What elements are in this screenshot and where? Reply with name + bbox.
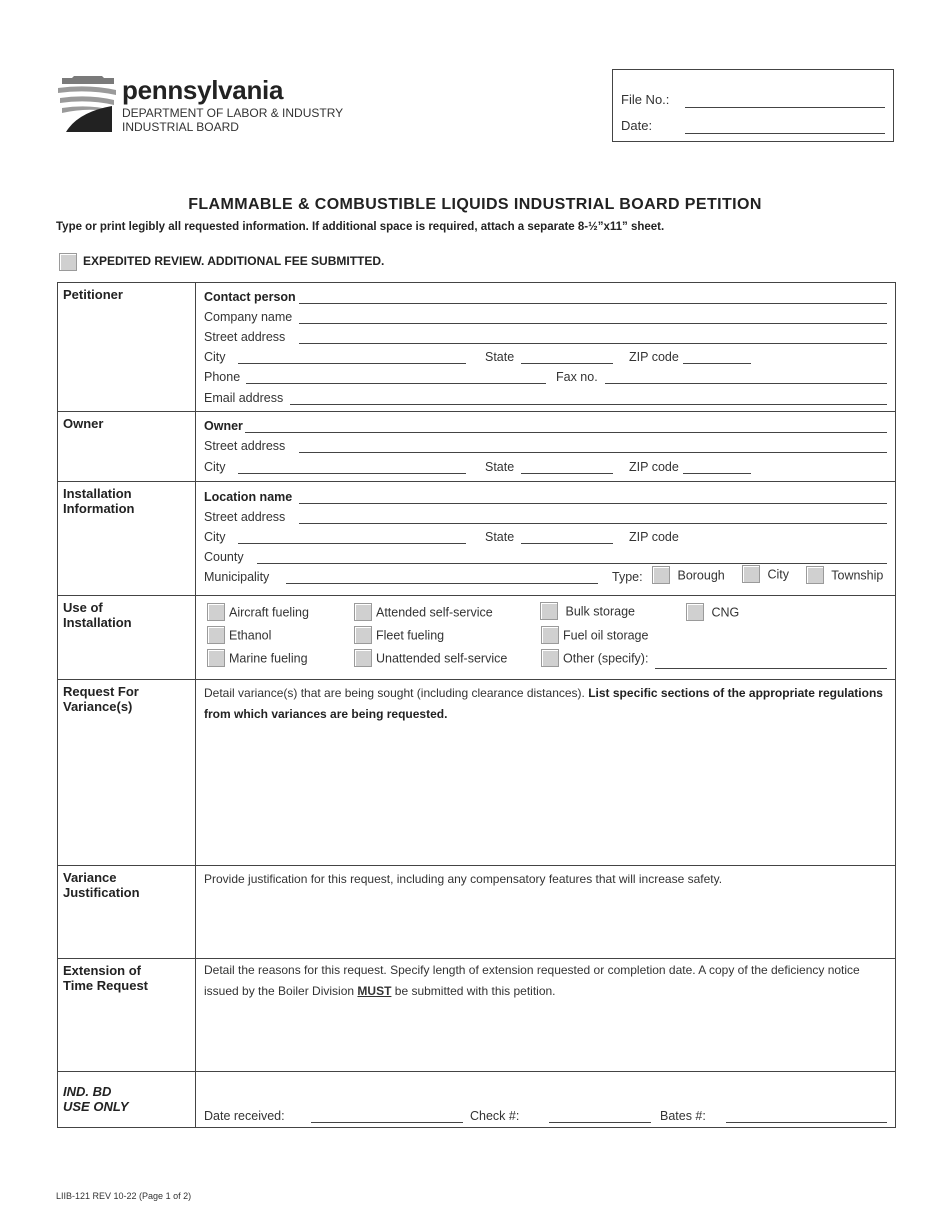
office-use-label-line-1: IND. BD (63, 1084, 112, 1099)
variance-section (58, 680, 895, 866)
petitioner-street-field[interactable] (299, 343, 887, 344)
justification-label (63, 870, 140, 900)
attended-self-service-checkbox[interactable] (354, 603, 372, 621)
installation-street-field[interactable] (299, 523, 887, 524)
type-option-township (806, 567, 883, 585)
expedited-review (59, 253, 384, 271)
justification-section (58, 866, 895, 959)
use-option-label: Ethanol (229, 628, 272, 643)
use-option-label: CNG (711, 605, 740, 620)
installation-label-line-2: Information (63, 501, 135, 516)
unattended-self-service-checkbox[interactable] (354, 649, 372, 667)
file-info-box (612, 69, 894, 142)
municipality-field[interactable] (286, 583, 598, 584)
owner-state-label: State (485, 460, 515, 474)
variance-label-line-1: Request For (63, 684, 139, 699)
city-type-checkbox[interactable] (742, 565, 760, 583)
petitioner-state-field[interactable] (521, 363, 613, 364)
phone-label: Phone (204, 370, 241, 384)
file-no-field[interactable] (685, 107, 885, 108)
use-option-label: Fleet fueling (376, 628, 445, 643)
petitioner-label: Petitioner (63, 287, 123, 302)
owner-city-field[interactable] (238, 473, 466, 474)
installation-street-label: Street address (204, 510, 286, 524)
expedited-checkbox[interactable] (59, 253, 77, 271)
use-option (207, 604, 309, 622)
city-type-label: City (767, 567, 790, 582)
date-label: Date: (621, 118, 653, 133)
borough-checkbox[interactable] (652, 566, 670, 584)
installation-zip-label: ZIP code (629, 530, 679, 544)
installation-section (58, 482, 895, 596)
municipality-label: Municipality (204, 570, 270, 584)
other-specify-field[interactable] (655, 668, 887, 669)
instructions: Type or print legibly all requested information. If additional space is required, attach a separate 8-½”x11” sheet. (56, 221, 665, 233)
use-option-label: Marine fueling (229, 651, 308, 666)
keystone-logo-icon (58, 76, 118, 134)
other-checkbox[interactable] (541, 649, 559, 667)
variance-instructions[interactable] (204, 683, 883, 725)
office-use-section (58, 1072, 895, 1127)
petitioner-city-label: City (204, 350, 226, 364)
use-label-line-2: Installation (63, 615, 132, 630)
check-number-label: Check #: (470, 1109, 520, 1123)
installation-state-label: State (485, 530, 515, 544)
owner-state-field[interactable] (521, 473, 613, 474)
use-option-label: Attended self-service (376, 605, 493, 620)
petitioner-zip-label: ZIP code (629, 350, 679, 364)
justification-label-line-2: Justification (63, 885, 140, 900)
owner-zip-label: ZIP code (629, 460, 679, 474)
owner-street-label: Street address (204, 439, 286, 453)
office-use-label-line-2: USE ONLY (63, 1099, 129, 1114)
department-line-2: INDUSTRIAL BOARD (122, 120, 239, 134)
township-checkbox[interactable] (806, 566, 824, 584)
use-option (354, 627, 444, 645)
form-footer: LIIB-121 REV 10-22 (Page 1 of 2) (56, 1191, 192, 1201)
use-option (686, 604, 739, 622)
check-number-field[interactable] (549, 1122, 651, 1123)
extension-section (58, 959, 895, 1072)
installation-city-field[interactable] (238, 543, 466, 544)
date-row (621, 118, 685, 133)
pa-logo (58, 76, 358, 136)
fax-field[interactable] (605, 383, 887, 384)
contact-person-field[interactable] (299, 303, 887, 304)
use-label-line-1: Use of (63, 600, 103, 615)
justification-instructions[interactable]: Provide justification for this request, including any compensatory features that will increase safety. (204, 872, 723, 886)
variance-text: Detail variance(s) that are being sought (including clearance distances). (204, 686, 585, 700)
use-label (63, 600, 132, 630)
use-section (58, 596, 895, 680)
township-label: Township (831, 568, 884, 583)
form-title: FLAMMABLE & COMBUSTIBLE LIQUIDS INDUSTRIAL BOARD PETITION (188, 196, 762, 213)
use-option (354, 604, 493, 622)
aircraft-fueling-checkbox[interactable] (207, 603, 225, 621)
ethanol-checkbox[interactable] (207, 626, 225, 644)
phone-field[interactable] (246, 383, 546, 384)
office-use-label (63, 1084, 129, 1114)
county-field[interactable] (257, 563, 887, 564)
owner-label: Owner (63, 416, 104, 431)
petitioner-section (58, 283, 895, 412)
company-name-label: Company name (204, 310, 293, 324)
expedited-label: EXPEDITED REVIEW. ADDITIONAL FEE SUBMITTED. (83, 254, 385, 269)
type-label: Type: (612, 570, 643, 584)
bates-number-field[interactable] (726, 1122, 887, 1123)
petitioner-street-label: Street address (204, 330, 286, 344)
file-no-row (621, 92, 685, 107)
extension-label-line-2: Time Request (63, 978, 149, 993)
bates-number-label: Bates #: (660, 1109, 706, 1123)
fax-label: Fax no. (556, 370, 598, 384)
fuel-oil-storage-checkbox[interactable] (541, 626, 559, 644)
contact-person-label: Contact person (204, 290, 296, 304)
variance-label-line-2: Variance(s) (63, 699, 133, 714)
type-option-borough (652, 567, 725, 585)
extension-label (63, 963, 148, 993)
department-name (122, 106, 343, 134)
use-option-label: Fuel oil storage (563, 628, 649, 643)
owner-zip-field[interactable] (683, 473, 751, 474)
date-received-label: Date received: (204, 1109, 285, 1123)
use-option-label: Aircraft fueling (229, 605, 309, 620)
bulk-storage-checkbox[interactable] (540, 602, 558, 620)
owner-name-label: Owner (204, 419, 243, 433)
borough-label: Borough (677, 568, 725, 583)
location-name-label: Location name (204, 490, 293, 504)
use-option-label: Bulk storage (565, 604, 635, 619)
file-no-label: File No.: (621, 92, 670, 107)
owner-name-field[interactable] (245, 432, 887, 433)
state-name: pennsylvania (122, 75, 284, 105)
extension-label-line-1: Extension of (63, 963, 142, 978)
fleet-fueling-checkbox[interactable] (354, 626, 372, 644)
date-received-field[interactable] (311, 1122, 463, 1123)
installation-state-field[interactable] (521, 543, 613, 544)
type-option-city (742, 566, 789, 584)
use-option-label: Other (specify): (563, 651, 649, 666)
email-label: Email address (204, 391, 284, 405)
owner-city-label: City (204, 460, 226, 474)
owner-section (58, 412, 895, 482)
installation-city-label: City (204, 530, 226, 544)
extension-must: MUST (357, 984, 392, 998)
use-option (354, 650, 507, 668)
variance-bold-text: List specific sections of the appropriate regulations from which variances are being requested. (204, 686, 883, 721)
extension-instructions[interactable] (204, 960, 883, 1002)
petitioner-city-field[interactable] (238, 363, 466, 364)
use-option (540, 603, 635, 621)
use-option-label: Unattended self-service (376, 651, 508, 666)
petition-form (57, 282, 896, 1128)
petitioner-state-label: State (485, 350, 515, 364)
date-field[interactable] (685, 133, 885, 134)
use-option (541, 627, 648, 645)
extension-text-2: be submitted with this petition. (394, 984, 556, 998)
petitioner-zip-field[interactable] (683, 363, 751, 364)
installation-label-line-1: Installation (63, 486, 132, 501)
department-line-1: DEPARTMENT OF LABOR & INDUSTRY (122, 106, 344, 120)
email-field[interactable] (290, 404, 887, 405)
justification-label-line-1: Variance (63, 870, 117, 885)
location-name-field[interactable] (299, 503, 887, 504)
company-name-field[interactable] (299, 323, 887, 324)
marine-fueling-checkbox[interactable] (207, 649, 225, 667)
county-label: County (204, 550, 244, 564)
owner-street-field[interactable] (299, 452, 887, 453)
extension-text-1: Detail the reasons for this request. Specify length of extension requested or completion date. A copy of the deficiency notice issued by the Boiler Division (204, 963, 860, 998)
use-option (207, 650, 308, 668)
use-option (207, 627, 271, 645)
cng-checkbox[interactable] (686, 603, 704, 621)
use-option (541, 650, 648, 668)
variance-label (63, 684, 139, 714)
installation-label (63, 486, 135, 516)
